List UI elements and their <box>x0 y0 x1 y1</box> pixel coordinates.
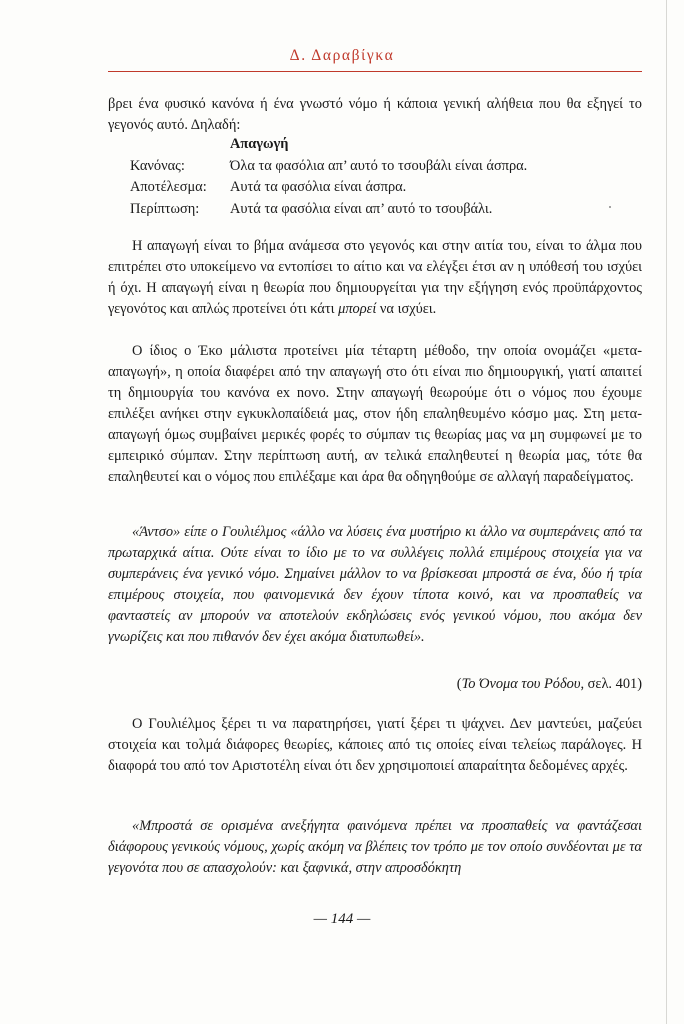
syllogism-label: Περίπτωση: <box>130 201 200 217</box>
block-quote-1: «Άντσο» είπε ο Γουλιέλμος «άλλο να λύσεις ένα μυστήριο κι άλλο να συμπεράνεις από τα πρωταρχικά αίτια. Ούτε είναι το ίδιο με το να συλλέγεις πολλά επιμέρους στοιχεία για να συμπεράνεις ένα γενικό νόμο. Σημαίνει μάλλον το να βρίσκεσαι μπροστά σε ένα, δύο ή τρία επιμέρους στοιχεία, που φαινομενικά δεν έχουν τίποτα κοινό, και να προσπαθείς να φανταστείς αν μπορούν να αποτελούν εκδηλώσεις ενός γενικού νόμου, που ακόμα δεν γνωρίζεις και που πιθανόν δεν έχει ακόμα διατυπωθεί». <box>108 524 642 645</box>
block-quote-2: «Μπροστά σε ορισμένα ανεξήγητα φαινόμενα πρέπει να προσπαθείς να φαντάζεσαι διάφορους γενικούς νόμους, χωρίς ακόμη να βλέπεις τον τρόπο με τον οποίο συνδέονται με τα γεγονότα που σε απασχολούν: και ξαφνικά, στην απροσδόκητη <box>108 818 642 876</box>
emphasis-text: μπορεί <box>338 301 377 317</box>
syllogism-statement: Αυτά τα φασόλια είναι απ’ αυτό το τσουβάλι. <box>230 201 493 217</box>
paragraph-text: να ισχύει. <box>376 301 437 317</box>
syllogism-statement: Αυτά τα φασόλια είναι άσπρα. <box>230 179 407 195</box>
syllogism-statement: Όλα τα φασόλια απ’ αυτό το τσουβάλι είναι άσπρα. <box>230 158 528 174</box>
scan-speck <box>609 206 611 208</box>
intro-paragraph: βρει ένα φυσικό κανόνα ή ένα γνωστό νόμο ή κάποια γενική αλήθεια που θα εξηγεί το γεγονός αυτό. Δηλαδή: <box>108 96 642 133</box>
page-number: — 144 — <box>313 911 371 927</box>
syllogism-label: Αποτέλεσμα: <box>130 179 207 195</box>
header-rule <box>108 71 642 72</box>
citation-work-title: Το Όνομα του Ρόδου <box>461 676 581 692</box>
running-head: Δ. Δαραβίγκα <box>289 47 395 64</box>
paragraph-william: Ο Γουλιέλμος ξέρει τι να παρατηρήσει, γιατί ξέρει τι ψάχνει. Δεν μαντεύει, μαζεύει στοιχεία και τολμά διάφορες θεωρίες, κάποιες από τις οποίες είναι τελείως παράλογες. Η διαφορά του από τον Αριστοτέλη είναι ότι δεν χρησιμοποιεί απαραίτητα δεδομένες αρχές. <box>108 716 642 774</box>
syllogism-label: Κανόνας: <box>130 158 185 174</box>
citation-open: ( <box>456 676 462 692</box>
page-edge <box>666 0 667 1024</box>
syllogism-title: Απαγωγή <box>230 136 289 152</box>
paragraph-text: Η απαγωγή είναι το βήμα ανάμεσα στο γεγονός και στην αιτία του, είναι το άλμα που επιτρέπει στο υποκείμενο να εντοπίσει το αίτιο και να ελέγξει έτσι αν η υπόθεσή του ισχύει ή όχι. Η απαγωγή είναι η θεωρία που δημιουργείται για την εξήγηση ενός προϋπάρχοντος γεγονότος και απλώς προτείνει ότι κάτι <box>108 238 642 317</box>
paragraph-meta-abduction: Ο ίδιος ο Έκο μάλιστα προτείνει μία τέταρτη μέθοδο, την οποία ονομάζει «μετα-απαγωγή», η οποία διαφέρει από την απαγωγή στο ότι είναι πιο δημιουργική, γιατί απαιτεί τη δημιουργία του κανόνα ex novo. Στην απαγωγή θεωρούμε ότι ο νόμος που έχουμε επιλέξει ανήκει στην εγκυκλοπαίδειά μας, στον ήδη επαληθευμένο κόσμο μας. Στη μετα-απαγωγή όμως συμβαίνει μερικές φορές το σύμπαν τις θεωρίας μας να μη συμφωνεί με το εμπειρικό σύμπαν. Στην περίπτωση αυτή, αν τελικά επαληθευτεί η θεωρία μας, τότε θα επαληθευτεί και ο νόμος που επιλέξαμε και άρα θα οδηγηθούμε σε αλλαγή παραδείγματος. <box>108 343 642 485</box>
paragraph-abduction <box>108 236 642 320</box>
citation-pages: , σελ. 401) <box>580 676 642 692</box>
citation <box>457 676 642 693</box>
